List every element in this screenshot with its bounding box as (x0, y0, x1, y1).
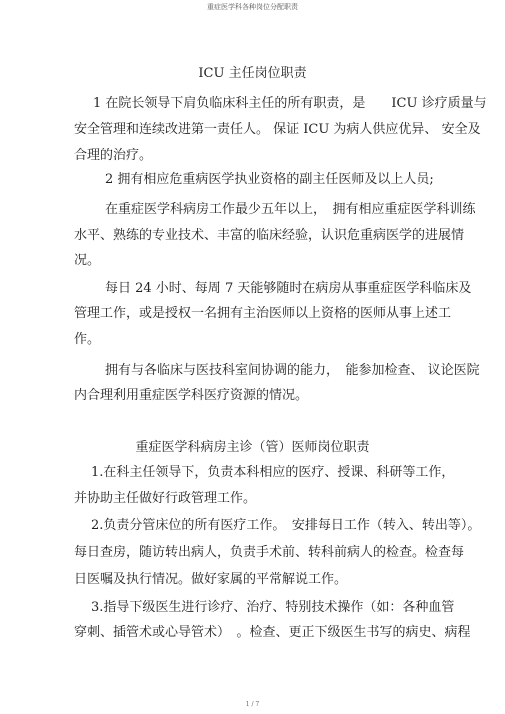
paragraph-line: 拥有与各临床与医技科室间协调的能力， 能参加检查、 议论医院 (105, 363, 480, 378)
paragraph-line: 管理工作，或是授权一名拥有主治医师以上资格的医师从事上述工 (74, 306, 452, 321)
paragraph-line: 内合理利用重症医学科医疗资源的情况。 (74, 388, 309, 403)
section-title-icu-director: ICU 主任岗位职责 (198, 66, 307, 81)
paragraph-line: 况。 (74, 253, 101, 268)
paragraph-line: 穿刺、插管术或心导管术） 。检查、更正下级医生书写的病史、病程 (74, 625, 471, 640)
paragraph-line: 并协助主任做好行政管理工作。 (74, 491, 257, 506)
paragraph-line: 安全管理和连续改进第一责任人。 保证 ICU 为病人供应优异、 安全及 (74, 122, 481, 137)
paragraph-line: 2.负责分管床位的所有医疗工作。 安排每日工作（转入、转出等）。 (91, 518, 481, 533)
paragraph-line: 日医嘱及执行情况。做好家属的平常解说工作。 (74, 572, 348, 587)
paragraph-line: 每日查房，随访转出病人，负责手术前、转科前病人的检查。检查每 (74, 545, 465, 560)
paragraph-line: 作。 (74, 332, 101, 347)
paragraph-line: 2 拥有相应危重病医学执业资格的副主任医师及以上人员; (105, 172, 434, 187)
paragraph-line: 水平、熟练的专业技术、丰富的临床经验，认识危重病医学的进展情 (74, 228, 465, 243)
paragraph-line: 3.指导下级医生进行诊疗、治疗、特别技术操作（如：各种血管 (91, 600, 455, 615)
paragraph-line: 在重症医学科病房工作最少五年以上， 拥有相应重症医学科训练 (105, 202, 476, 217)
section-title-attending-physician: 重症医学科病房主诊（管）医师岗位职责 (135, 440, 370, 455)
document-header: 重症医学科各种岗位分配职责 (207, 3, 298, 11)
paragraph-line: 1 在院长领导下肩负临床科主任的所有职责，是 ICU 诊疗质量与 (93, 96, 487, 111)
page-number: 1 / 7 (245, 701, 260, 708)
paragraph-line: 1.在科主任领导下，负责本科相应的医疗、授课、科研等工作， (91, 465, 455, 480)
paragraph-line: 合理的治疗。 (74, 148, 153, 163)
paragraph-line: 每日 24 小时、每周 7 天能够随时在病房从事重症医学科临床及 (105, 281, 472, 296)
